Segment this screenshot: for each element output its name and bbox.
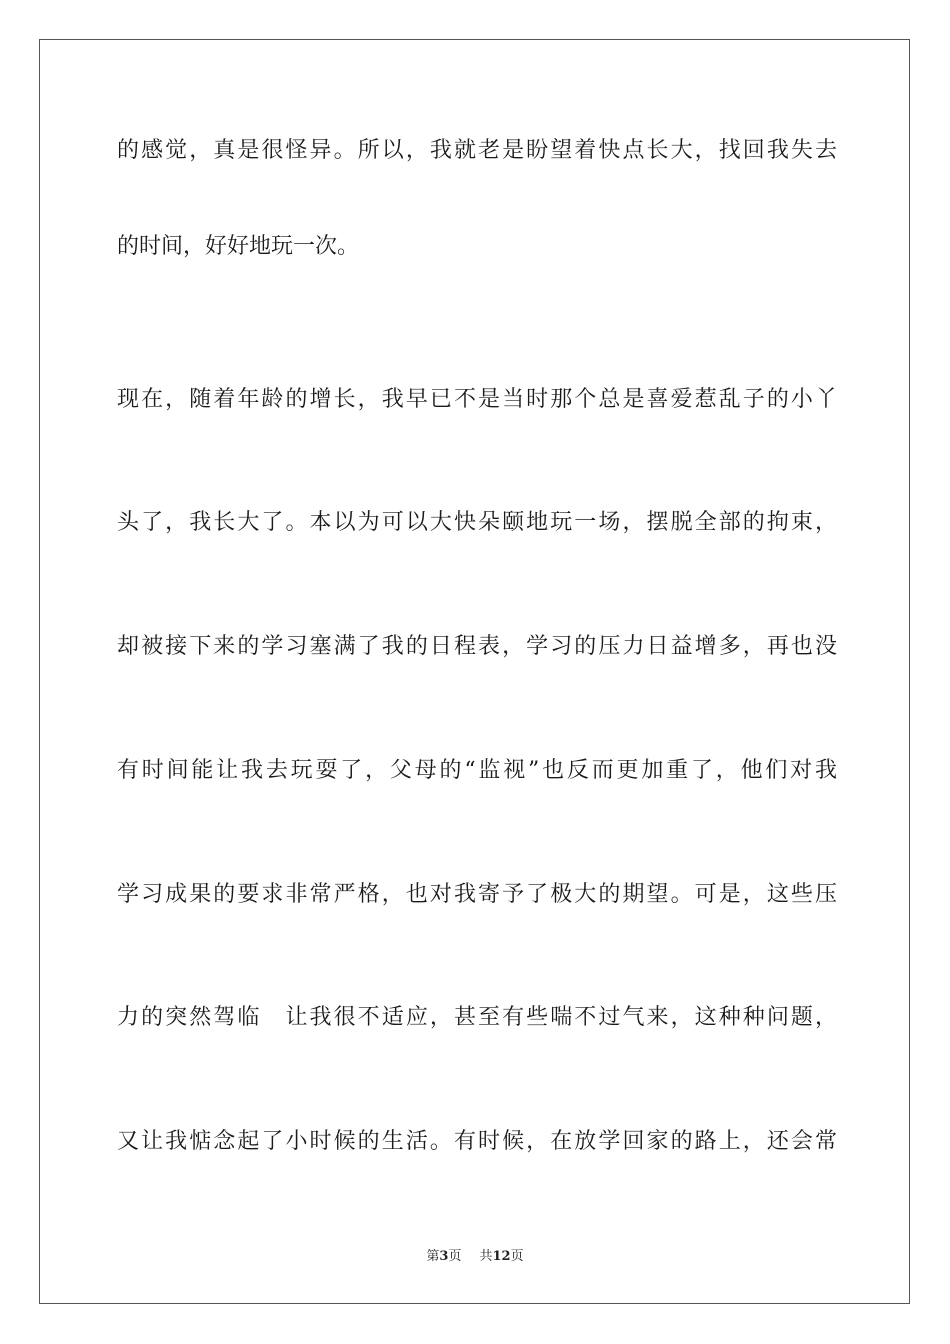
text-line: 又让我惦念起了小时候的生活。有时候，在放学回家的路上，还会常 [117, 1129, 837, 1154]
text-line: 现在，随着年龄的增长，我早已不是当时那个总是喜爱惹乱子的小丫 [117, 387, 837, 412]
text-line: 有时间能让我去玩耍了，父母的“监视”也反而更加重了，他们对我 [117, 758, 837, 783]
text-line: 的感觉，真是很怪异。所以，我就老是盼望着快点长大，找回我失去 [117, 138, 837, 163]
footer-total-suffix: 页 [510, 1249, 524, 1264]
text-line: 学习成果的要求非常严格，也对我寄予了极大的期望。可是，这些压 [117, 882, 837, 907]
text-line: 的时间，好好地玩一次。 [117, 234, 360, 259]
page-frame [39, 39, 910, 1304]
page-footer [0, 1248, 950, 1266]
footer-page-total: 12 [492, 1249, 511, 1264]
footer-total-prefix: 共 [479, 1249, 493, 1264]
footer-page-suffix: 页 [448, 1249, 462, 1264]
footer-page-current: 3 [439, 1249, 449, 1264]
footer-page-prefix: 第 [426, 1249, 440, 1264]
text-line: 头了，我长大了。本以为可以大快朵颐地玩一场，摆脱全部的拘束， [117, 510, 837, 535]
text-line: 却被接下来的学习塞满了我的日程表，学习的压力日益增多，再也没 [117, 634, 837, 659]
text-line: 力的突然驾临 让我很不适应，甚至有些喘不过气来，这种种问题， [117, 1005, 837, 1030]
